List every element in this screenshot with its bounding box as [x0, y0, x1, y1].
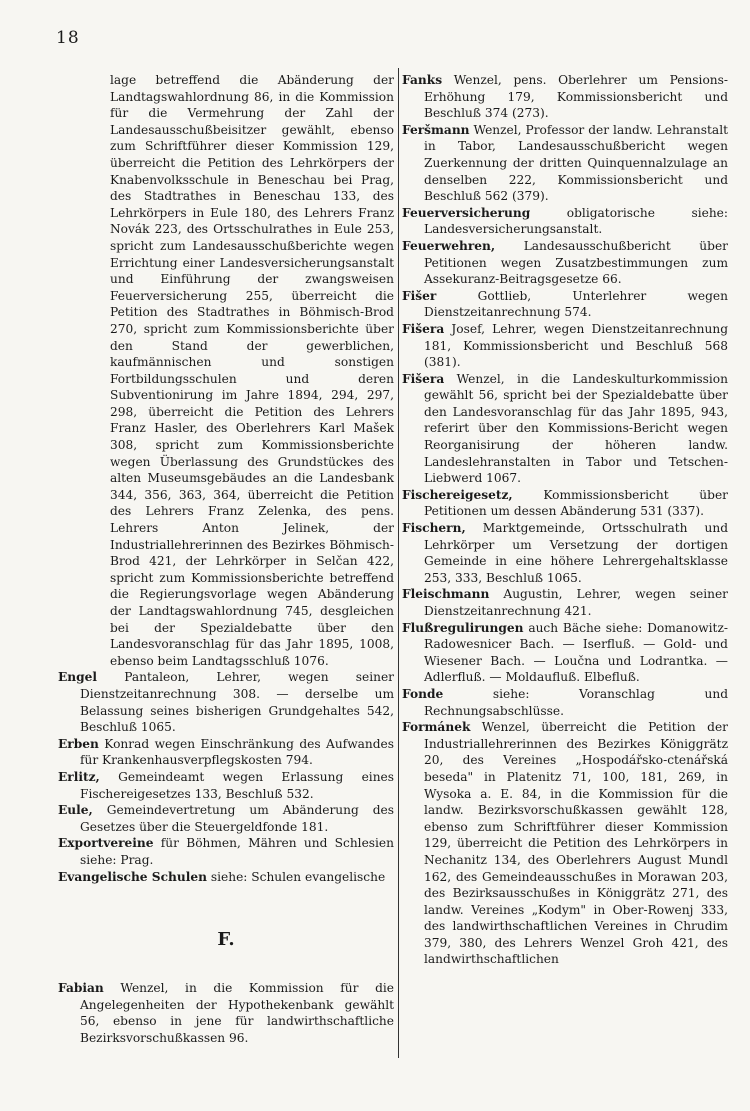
entry-text: Pantaleon, Lehrer, wegen seiner Dienstzeitanrechnung 308. — derselbe um Belassung seines bisherigen Grundgehaltes 542, Beschluß 1065. — [80, 670, 395, 735]
entry-head: Fischern, — [402, 521, 466, 536]
index-entry — [58, 869, 394, 886]
entry-text: Augustin, Lehrer, wegen seiner Dienstzeitanrechnung 421. — [424, 587, 729, 618]
entry-head: Exportvereine — [58, 836, 154, 851]
entry-head: Erlitz, — [58, 769, 100, 784]
entry-head: Erben — [58, 736, 99, 751]
entry-head: Feuerversicherung — [402, 205, 531, 220]
page-number: 18 — [56, 28, 80, 48]
index-entry — [402, 487, 728, 520]
index-entry — [402, 371, 728, 487]
entry-text: Gemeindevertretung um Abänderung des Gesetzes über die Steuergeldfonde 181. — [80, 803, 394, 834]
entry-text: Marktgemeinde, Ortsschulrath und Lehrkörper um Versetzung der dortigen Gemeinde in eine höhere Lehrergehaltsklasse 253, 333, Beschluß 1065. — [424, 521, 729, 585]
index-entry — [402, 686, 728, 719]
right-column — [402, 72, 728, 968]
index-entry — [58, 769, 394, 802]
index-entry — [402, 586, 728, 619]
index-entry — [58, 980, 394, 1046]
index-entry — [402, 72, 728, 122]
entry-head: Formánek — [402, 720, 471, 735]
entry-head: Feršmann — [402, 122, 470, 137]
entry-text: auch Bäche siehe: Domanowitz-Radowesnicer Bach. — Iserfluß. — Gold- und Wiesener Bach. — Loučna und Lodrantka. — Adlerfluß. — Moldaufluß. Elbefluß. — [424, 620, 728, 685]
index-entry — [58, 802, 394, 835]
entry-text: Wenzel, Professor der landw. Lehranstalt in Tabor, Landesausschußbericht wegen Zuerkennung der dritten Quinquennalzulage an denselben 222, Kommissionsbericht und Beschluß 562 (379). — [424, 122, 728, 204]
entry-head: Fanks — [402, 73, 443, 87]
index-entry — [402, 205, 728, 238]
entry-head: Fišer — [402, 288, 437, 303]
index-entry — [402, 238, 728, 288]
section-letter-heading: F. — [217, 929, 235, 951]
continuation-entry: lage betreffend die Abänderung der Landtagswahlordnung 86, in die Kommission für die Vermehrung der Zahl der Landesausschußbeisitzer gewählt, ebenso zum Schriftführer dieser Kommission 129, überreicht die Petition des Lehrkörpers der Knabenvolksschule in Beneschau bei Prag, des Stadtrathes in Beneschau 133, des Lehrkörpers in Eule 180, des Lehrers Franz Novák 223, des Ortsschulrathes in Eule 253, spricht zum Landesausschußberichte wegen Errichtung einer Landesversicherungsanstalt und Einführung der zwangsweisen Feuerversicherung 255, überreicht die Petition des Stadtrathes in Böhmisch-Brod 270, spricht zum Kommissionsberichte über den Stand der gewerblichen, kaufmännischen und sonstigen Fortbildungsschulen und deren Subventionirung im Jahre 1894, 294, 297, 298, überreicht die Petition des Lehrers Franz Hasler, des Oberlehrers Karl Mašek 308, spricht zum Kommissionsberichte wegen Überlassung des Grundstückes des alten Museumsgebäudes an die Landesbank 344, 356, 363, 364, überreicht die Petition des Lehrers Franz Zelenka, des pens. Lehrers Anton Jelinek, der Industriallehrerinnen des Bezirkes Böhmisch-Brod 421, der Lehrkörper in Selčan 422, spricht zum Kommissionsberichte betreffend die Regierungsvorlage wegen Abänderung der Landtagswahlordnung 745, desgleichen bei der Spezialdebatte über den Landesvoranschlag für das Jahr 1895, 1008, ebenso beim Landtagsschluß 1076. — [110, 73, 394, 668]
index-entry — [58, 736, 394, 769]
entry-text: für Böhmen, Mähren und Schlesien siehe: Prag. — [80, 836, 394, 867]
index-entry — [402, 288, 728, 321]
column-divider — [398, 68, 399, 1058]
index-entry — [58, 835, 394, 868]
entry-head: Fischereigesetz, — [402, 487, 513, 502]
entry-head: Fišera — [402, 321, 445, 336]
entry-text: Gottlieb, Unterlehrer wegen Dienstzeitanrechnung 574. — [424, 288, 728, 320]
entry-text: obligatorische siehe: Landesversicherungsanstalt. — [424, 205, 728, 237]
index-entry — [402, 620, 728, 686]
index-entry — [402, 321, 728, 371]
left-column — [58, 72, 394, 1046]
index-entry — [402, 122, 728, 205]
entry-text: siehe: Voranschlag und Rechnungsabschlüsse. — [424, 686, 729, 718]
entry-text: Wenzel, in die Landeskulturkommission gewählt 56, spricht bei der Spezialdebatte über den Landesvoranschlag für das Jahr 1895, 943, referirt über den Kommissions-Bericht wegen Reorganisirung der höheren landw. Landeslehranstalten in Tabor und Tetschen-Liebwerd 1067. — [424, 371, 728, 486]
entry-head: Fleischmann — [402, 587, 490, 602]
entry-text: Kommissionsbericht über Petitionen um dessen Abänderung 531 (337). — [424, 487, 728, 519]
entry-head: Fabian — [58, 981, 104, 996]
entry-head: Flußregulirungen — [402, 620, 524, 635]
entry-text: Konrad wegen Einschränkung des Aufwandes für Krankenhausverpflegskosten 794. — [80, 736, 395, 768]
entry-text: Wenzel, in die Kommission für die Angelegenheiten der Hypothekenbank gewählt 56, ebenso in jene für landwirthschaftliche Bezirksvorschußkassen 96. — [80, 981, 394, 1045]
entry-text: Landesausschußbericht über Petitionen wegen Zusatzbestimmungen zum Assekuranz-Beitragsgesetze 66. — [424, 238, 728, 287]
index-entry — [402, 719, 728, 968]
index-entry — [58, 669, 394, 735]
entry-text: Gemeindeamt wegen Erlassung eines Fischereigesetzes 133, Beschluß 532. — [80, 769, 395, 801]
entry-head: Fišera — [402, 371, 445, 386]
entry-head: Engel — [58, 670, 98, 685]
entry-head: Eule, — [58, 803, 93, 818]
entry-head: Fonde — [402, 686, 444, 701]
entry-text: Wenzel, pens. Oberlehrer um Pensions-Erhöhung 179, Kommissionsbericht und Beschluß 374 (273). — [424, 73, 729, 121]
entry-head: Evangelische Schulen — [58, 869, 207, 884]
entry-text: Wenzel, überreicht die Petition der Industriallehrerinnen des Bezirkes Königgrätz 20, des Vereines „Hospodářsko-ctenářská beseda" in Platenitz 71, 100, 181, 269, in Wysoka a. E. 84, in die Kommission für die landw. Bezirksvorschußkassen gewählt 128, ebenso zum Schriftführer dieser Kommission 129, überreicht die Petition des Lehrkörpers in Nechanitz 134, des Oberlehrers August Mundl 162, des Gemeindeausschußes in Morawan 203, des Bezirksausschußes in Königgrätz 271, des landw. Vereines „Kodym" in Ober-Rowenj 333, des landwirthschaftlichen Vereines in Chrudim 379, 380, des Lehrers Wenzel Groh 421, des landwirthschaftlichen — [424, 720, 728, 967]
entry-head: Feuerwehren, — [402, 238, 496, 253]
index-entry — [402, 520, 728, 586]
entry-text: Josef, Lehrer, wegen Dienstzeitanrechnung 181, Kommissionsbericht und Beschluß 568 (381). — [424, 321, 728, 370]
entry-text: siehe: Schulen evangelische — [210, 869, 386, 884]
